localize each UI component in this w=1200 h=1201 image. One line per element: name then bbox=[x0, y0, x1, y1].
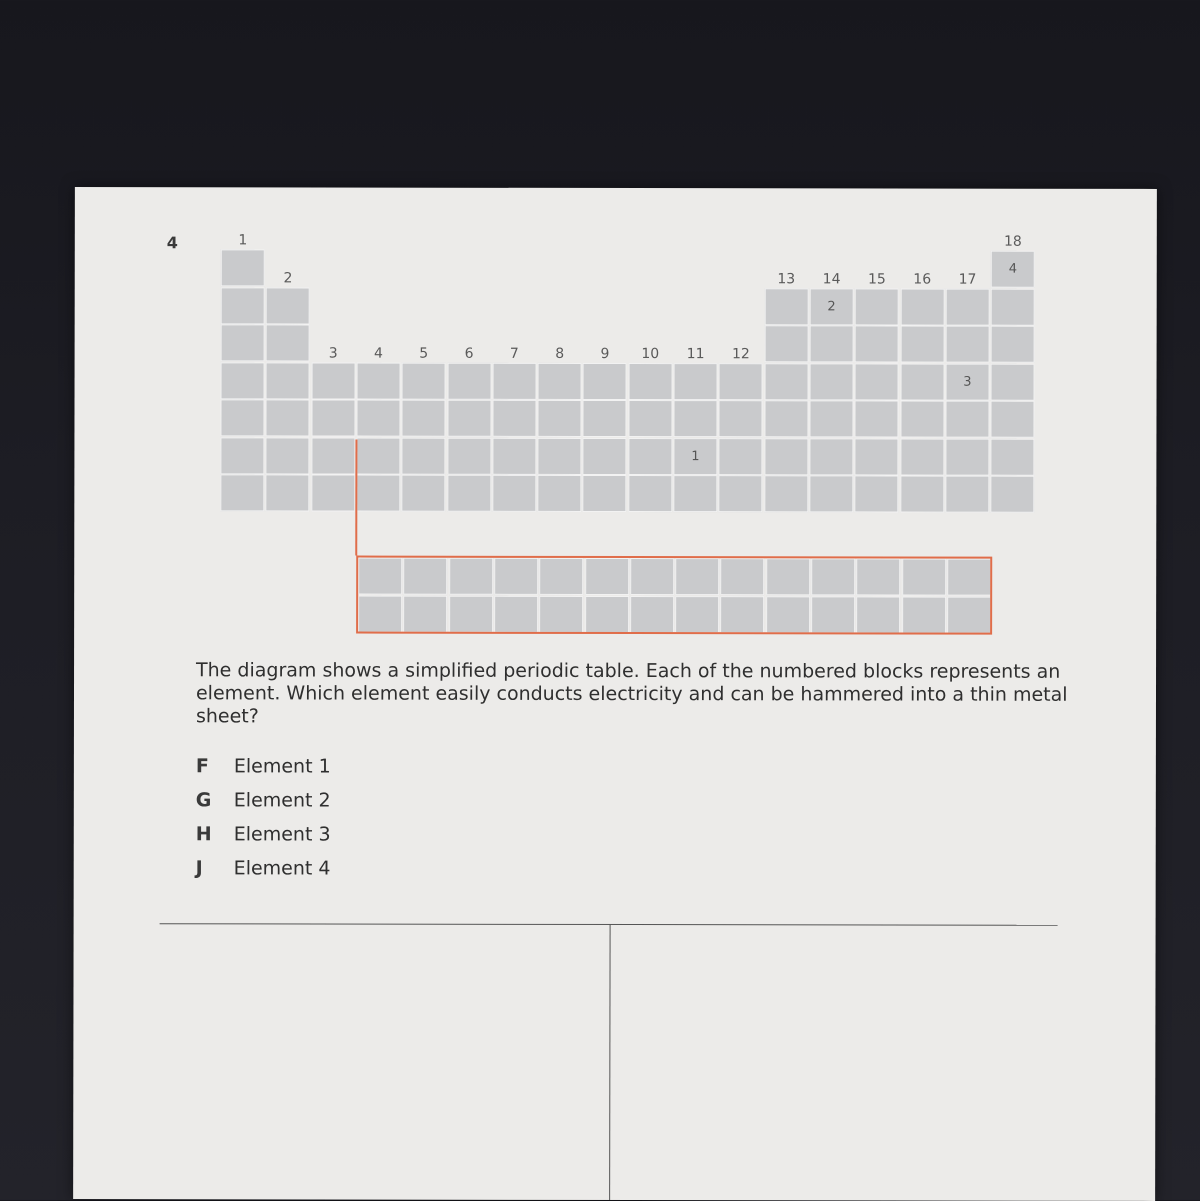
periodic-cell bbox=[945, 401, 989, 438]
periodic-cell bbox=[900, 438, 944, 475]
periodic-cell bbox=[266, 362, 310, 399]
periodic-cell bbox=[809, 363, 853, 400]
f-block-connector-line bbox=[355, 440, 357, 556]
group-label-10: 10 bbox=[641, 345, 660, 362]
periodic-cell bbox=[583, 362, 627, 399]
group-label-2: 2 bbox=[283, 269, 293, 286]
periodic-cell bbox=[221, 324, 265, 361]
periodic-cell bbox=[583, 475, 627, 512]
periodic-cell bbox=[266, 287, 310, 324]
periodic-cell bbox=[809, 475, 853, 512]
periodic-cell bbox=[855, 363, 899, 400]
periodic-cell bbox=[221, 362, 265, 399]
periodic-cell bbox=[356, 437, 400, 474]
periodic-cell bbox=[945, 476, 989, 513]
periodic-cell bbox=[628, 400, 672, 437]
periodic-cell bbox=[628, 475, 672, 512]
group-label-4: 4 bbox=[374, 345, 383, 362]
group-label-18: 18 bbox=[1003, 233, 1022, 250]
choice-text: Element 3 bbox=[233, 823, 331, 846]
periodic-cell bbox=[990, 476, 1034, 513]
periodic-cell bbox=[583, 400, 627, 437]
periodic-cell bbox=[402, 362, 446, 399]
periodic-cell bbox=[945, 438, 989, 475]
group-label-13: 13 bbox=[777, 270, 796, 287]
choice-j[interactable] bbox=[196, 857, 331, 879]
periodic-table-diagram bbox=[75, 187, 1157, 464]
periodic-cell bbox=[764, 325, 808, 362]
periodic-cell bbox=[356, 362, 400, 399]
periodic-cell bbox=[674, 363, 718, 400]
periodic-cell bbox=[537, 437, 581, 474]
question-text: The diagram shows a simplified periodic table. Each of the numbered blocks represents an element. Which element easily conducts electricity and can be hammered into a thin metal sheet? bbox=[195, 659, 1068, 728]
f-block-outline bbox=[356, 556, 992, 635]
periodic-cell bbox=[266, 437, 310, 474]
question-number: 4 bbox=[166, 233, 178, 253]
periodic-cell bbox=[628, 438, 672, 475]
periodic-cell bbox=[356, 400, 400, 437]
periodic-cell bbox=[764, 475, 808, 512]
choice-text: Element 4 bbox=[233, 857, 331, 880]
periodic-cell bbox=[900, 475, 944, 512]
group-label-8: 8 bbox=[555, 345, 565, 362]
element-4-cell bbox=[991, 251, 1035, 288]
periodic-cell bbox=[719, 400, 763, 437]
element-2-cell bbox=[810, 288, 854, 325]
group-label-12: 12 bbox=[731, 345, 750, 362]
answer-area-column-divider bbox=[609, 924, 610, 1200]
periodic-cell bbox=[266, 399, 310, 436]
periodic-cell bbox=[356, 475, 400, 512]
periodic-cell bbox=[266, 474, 310, 511]
periodic-cell bbox=[673, 400, 717, 437]
choice-letter: F bbox=[195, 755, 209, 778]
element-marker-label: 1 bbox=[691, 448, 700, 464]
periodic-cell bbox=[719, 438, 763, 475]
group-label-9: 9 bbox=[600, 345, 610, 362]
periodic-cell bbox=[221, 249, 265, 286]
choice-f[interactable] bbox=[196, 755, 331, 777]
choice-text: Element 1 bbox=[233, 755, 331, 778]
choice-h[interactable] bbox=[196, 823, 331, 845]
periodic-cell bbox=[492, 437, 536, 474]
periodic-cell bbox=[809, 400, 853, 437]
periodic-cell bbox=[855, 288, 899, 325]
group-label-6: 6 bbox=[464, 345, 474, 362]
periodic-cell bbox=[220, 399, 264, 436]
periodic-cell bbox=[719, 475, 763, 512]
group-label-3: 3 bbox=[328, 344, 338, 362]
periodic-cell bbox=[402, 400, 446, 437]
periodic-cell bbox=[855, 400, 899, 437]
periodic-cell bbox=[764, 400, 808, 437]
periodic-cell bbox=[900, 288, 944, 325]
element-1-cell bbox=[673, 438, 717, 475]
periodic-cell bbox=[220, 474, 264, 511]
group-label-11: 11 bbox=[686, 345, 705, 362]
periodic-cell bbox=[900, 400, 944, 437]
periodic-cell bbox=[537, 475, 581, 512]
periodic-cell bbox=[221, 287, 265, 324]
periodic-cell bbox=[991, 288, 1035, 325]
group-label-16: 16 bbox=[913, 271, 932, 288]
periodic-cell bbox=[809, 325, 853, 362]
periodic-cell bbox=[809, 438, 853, 475]
periodic-cell bbox=[991, 401, 1035, 438]
choice-letter: H bbox=[195, 823, 212, 846]
periodic-cell bbox=[220, 437, 264, 474]
periodic-cell bbox=[855, 475, 899, 512]
periodic-cell bbox=[991, 363, 1035, 400]
periodic-cell bbox=[900, 325, 944, 362]
element-marker-label: 3 bbox=[963, 374, 972, 390]
group-label-1: 1 bbox=[238, 232, 248, 249]
choice-g[interactable] bbox=[196, 789, 331, 811]
periodic-cell bbox=[266, 324, 310, 361]
periodic-cell bbox=[991, 326, 1035, 363]
worksheet-page bbox=[73, 187, 1157, 1201]
periodic-cell bbox=[719, 363, 763, 400]
periodic-cell bbox=[447, 400, 491, 437]
periodic-cell bbox=[447, 362, 491, 399]
periodic-cell bbox=[538, 362, 582, 399]
periodic-cell bbox=[492, 475, 536, 512]
periodic-cell bbox=[492, 400, 536, 437]
periodic-cell bbox=[492, 362, 536, 399]
answer-area-divider bbox=[160, 923, 1058, 926]
element-3-cell bbox=[945, 363, 989, 400]
periodic-cell bbox=[855, 325, 899, 362]
periodic-cell bbox=[900, 363, 944, 400]
periodic-cell bbox=[311, 399, 355, 436]
periodic-cell bbox=[673, 475, 717, 512]
periodic-cell bbox=[538, 400, 582, 437]
group-label-7: 7 bbox=[509, 345, 519, 362]
periodic-cell bbox=[311, 437, 355, 474]
periodic-cell bbox=[447, 437, 491, 474]
periodic-cell bbox=[764, 363, 808, 400]
periodic-cell bbox=[945, 326, 989, 363]
periodic-cell bbox=[583, 437, 627, 474]
group-label-15: 15 bbox=[867, 270, 886, 287]
periodic-cell bbox=[764, 288, 808, 325]
periodic-cell bbox=[311, 362, 355, 399]
element-marker-label: 2 bbox=[827, 298, 836, 314]
element-marker-label: 4 bbox=[1008, 261, 1017, 277]
group-label-17: 17 bbox=[958, 271, 977, 288]
periodic-cell bbox=[402, 475, 446, 512]
group-label-14: 14 bbox=[822, 270, 841, 287]
periodic-cell bbox=[628, 363, 672, 400]
choice-letter: J bbox=[195, 857, 203, 880]
group-label-5: 5 bbox=[419, 345, 429, 362]
periodic-cell bbox=[447, 475, 491, 512]
periodic-cell bbox=[764, 438, 808, 475]
choice-text: Element 2 bbox=[233, 789, 331, 812]
periodic-cell bbox=[855, 438, 899, 475]
periodic-cell bbox=[945, 288, 989, 325]
choice-letter: G bbox=[195, 789, 212, 812]
periodic-cell bbox=[402, 437, 446, 474]
periodic-cell bbox=[990, 438, 1034, 475]
periodic-cell bbox=[311, 474, 355, 511]
